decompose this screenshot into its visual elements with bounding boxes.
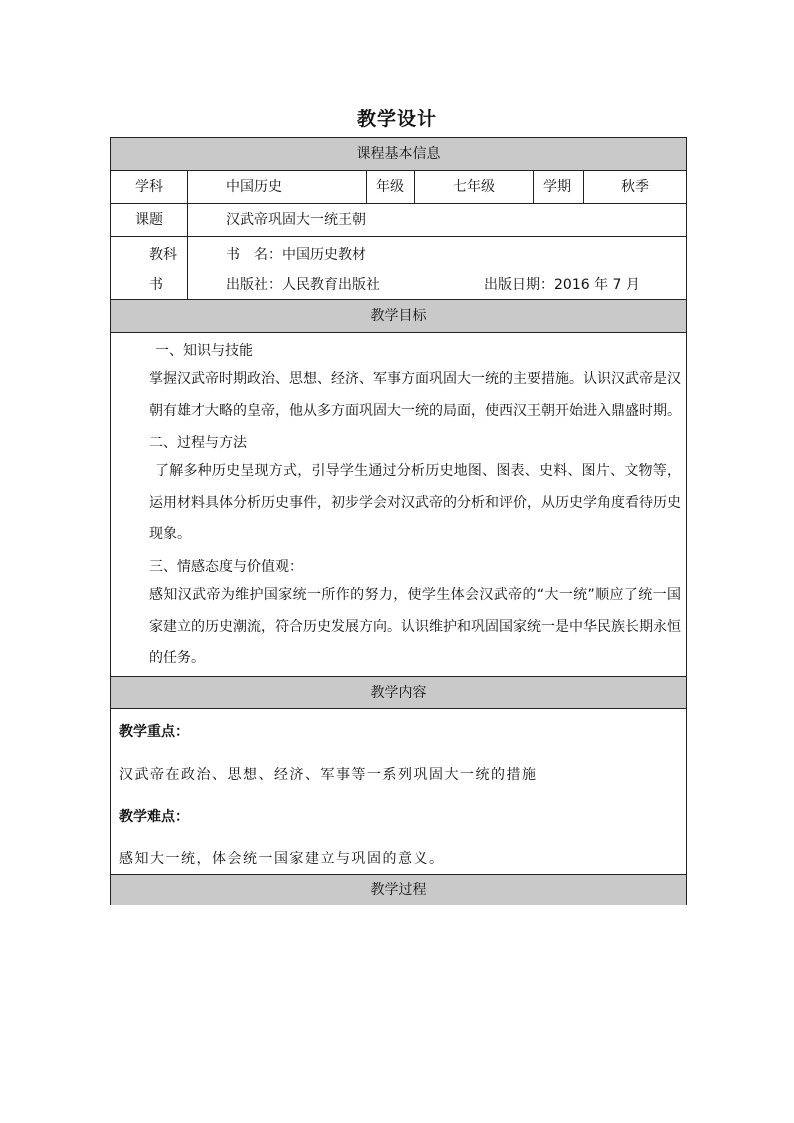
term-value: 秋季 xyxy=(583,171,686,203)
publisher: 出版社：人民教育出版社 xyxy=(226,277,380,293)
grade-value: 七年级 xyxy=(414,171,533,203)
grade-label: 年级 xyxy=(366,171,414,203)
document-title: 教学设计 xyxy=(356,108,437,130)
content-body xyxy=(111,708,686,874)
publication-date: 出版日期：2016 年 7 月 xyxy=(484,277,640,293)
objectives-content xyxy=(111,332,686,676)
subject-row xyxy=(111,170,686,203)
term-label: 学期 xyxy=(533,171,583,203)
textbook-row xyxy=(111,236,686,299)
objective-heading-knowledge: 一、知识与技能 xyxy=(155,343,253,359)
textbook-info xyxy=(187,237,686,299)
textbook-label-line1: 教科 xyxy=(149,247,177,263)
subject-label: 学科 xyxy=(135,179,163,195)
objectives-header: 教学目标 xyxy=(111,299,686,332)
lesson-value: 汉武帝巩固大一统王朝 xyxy=(187,204,686,236)
objective-text-knowledge: 掌握汉武帝时期政治、思想、经济、军事方面巩固大一统的主要措施。认识汉武帝是汉朝有雄才大略的皇帝，他从多方面巩固大一统的局面，使西汉王朝开始进入鼎盛时期。 xyxy=(149,371,681,419)
key-points-text: 汉武帝在政治、思想、经济、军事等一系列巩固大一统的措施 xyxy=(119,767,538,783)
difficult-points-label: 教学难点： xyxy=(119,809,189,825)
key-points-label: 教学重点： xyxy=(119,724,189,740)
textbook-label xyxy=(111,237,187,299)
objective-text-values: 感知汉武帝为维护国家统一所作的努力，使学生体会汉武帝的“大一统”顺应了统一国家建立的历史潮流，符合历史发展方向。认识维护和巩固国家统一是中华民族长期永恒的任务。 xyxy=(149,587,681,666)
lesson-row xyxy=(111,203,686,236)
lesson-plan-table xyxy=(110,137,687,905)
book-name: 书 名：中国历史教材 xyxy=(226,247,366,263)
objective-text-process: 了解多种历史呈现方式，引导学生通过分析历史地图、图表、史料、图片、文物等，运用材料具体分析历史事件，初步学会对汉武帝的分析和评价，从历史学角度看待历史现象。 xyxy=(149,463,681,542)
content-header: 教学内容 xyxy=(111,676,686,708)
process-header: 教学过程 xyxy=(111,874,686,905)
textbook-label-line2: 书 xyxy=(149,277,163,293)
subject-value: 中国历史 xyxy=(187,171,366,203)
lesson-label: 课题 xyxy=(135,212,163,228)
basic-info-header: 课程基本信息 xyxy=(111,138,686,170)
difficult-points-text: 感知大一统，体会统一国家建立与巩固的意义。 xyxy=(119,851,445,867)
objective-heading-process: 二、过程与方法 xyxy=(149,435,247,451)
objective-heading-values: 三、情感态度与价值观： xyxy=(149,559,303,575)
